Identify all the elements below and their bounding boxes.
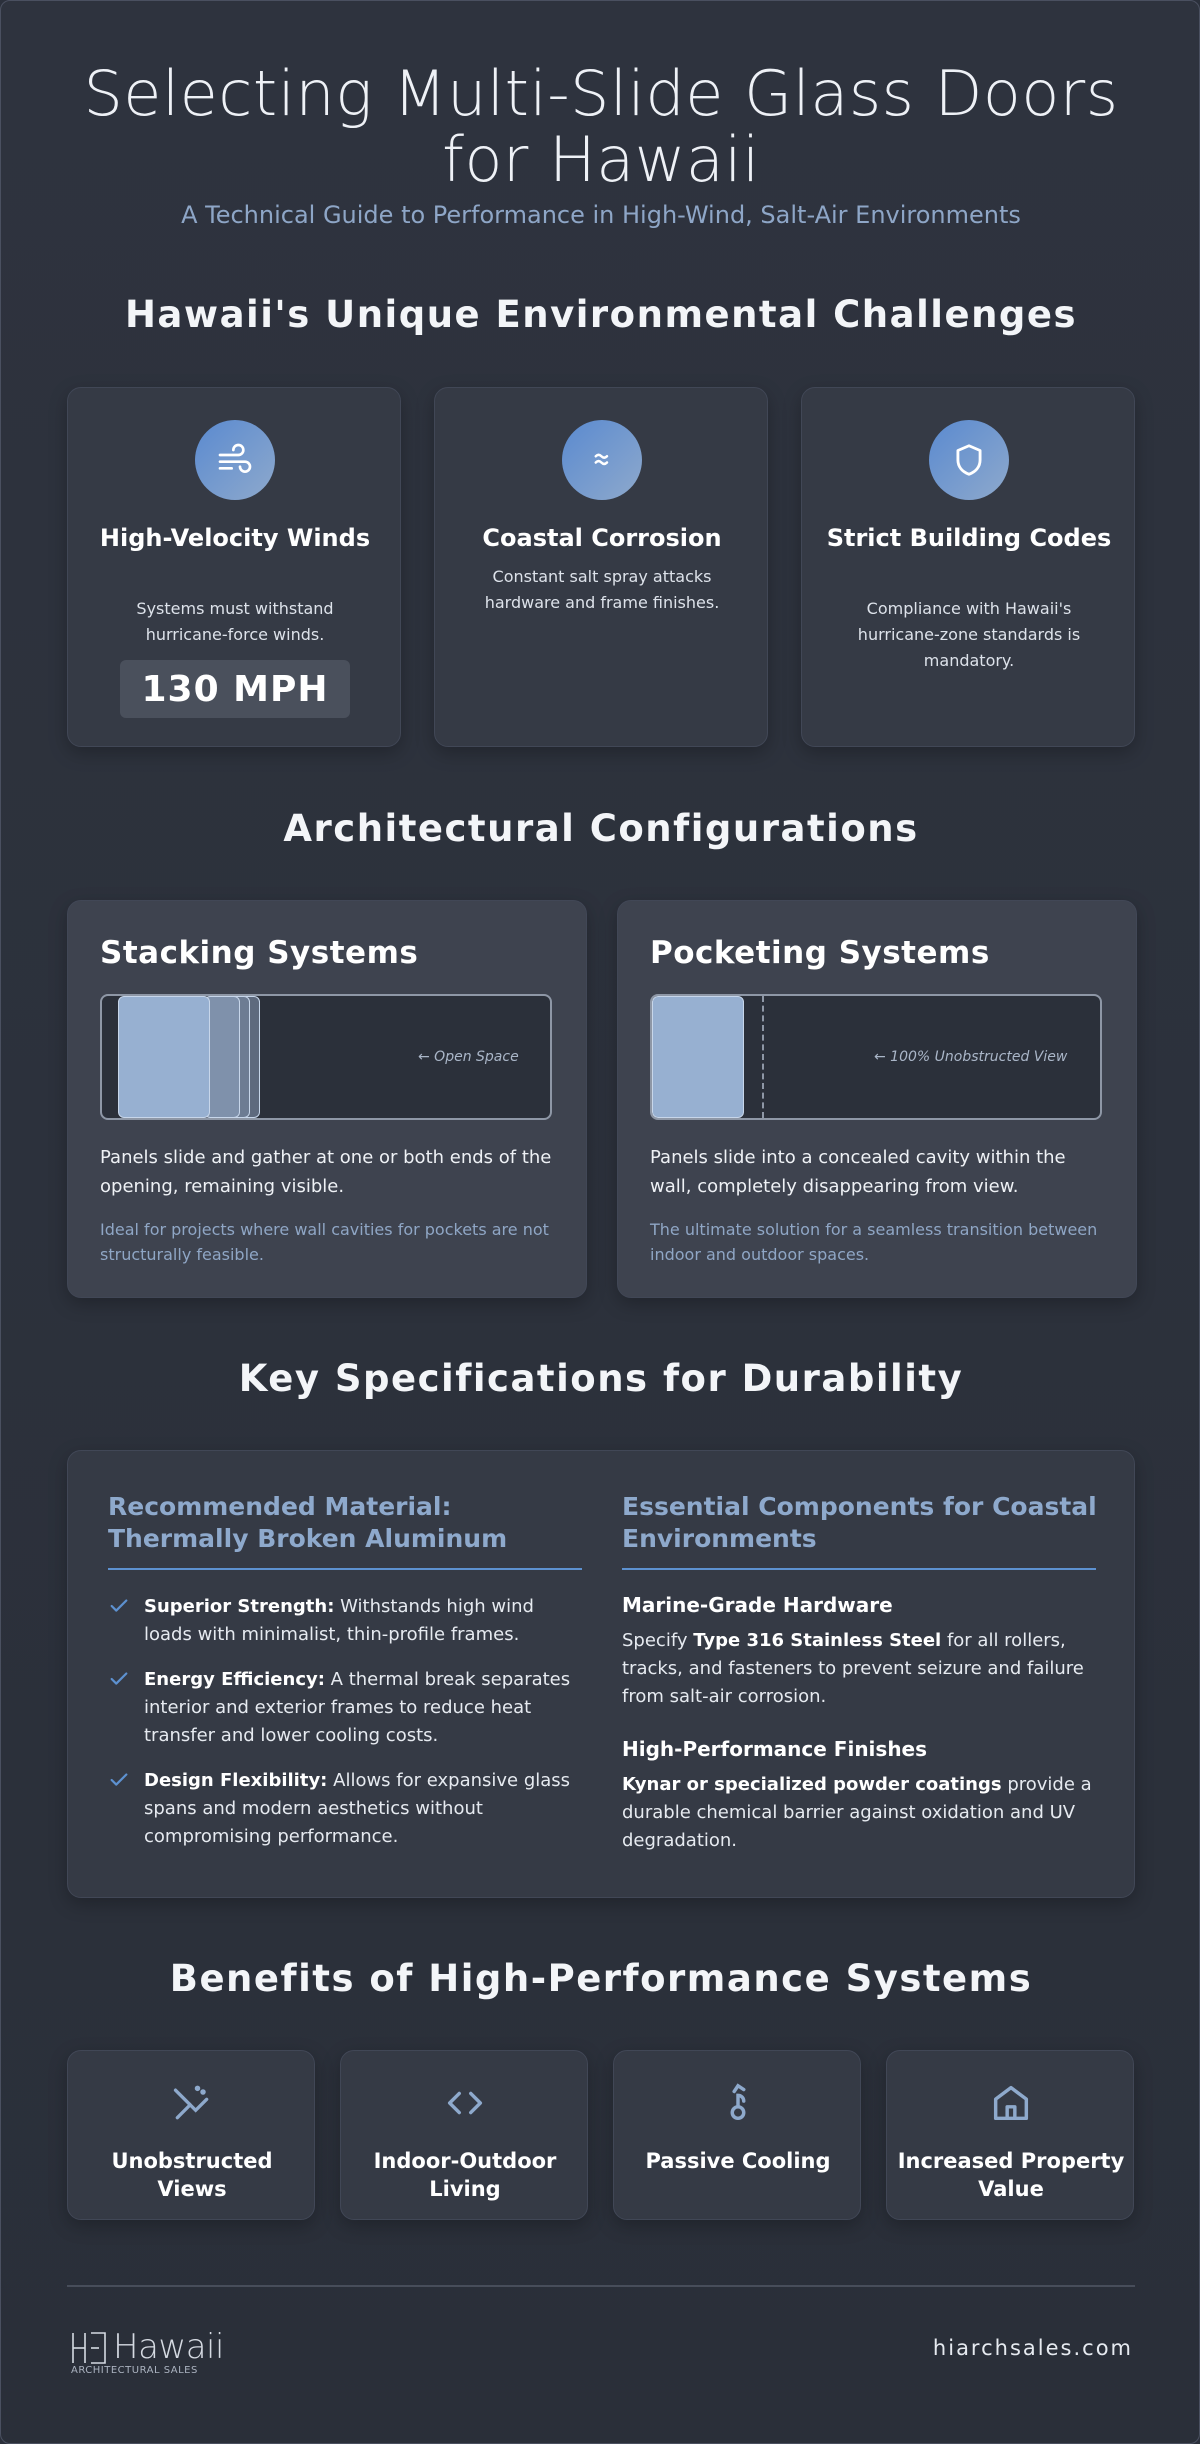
config-title: Pocketing Systems <box>650 935 990 971</box>
specifications-heading: Key Specifications for Durability <box>238 1357 964 1400</box>
benefit-card <box>67 2050 315 2220</box>
config-card-pocketing <box>617 900 1137 1298</box>
waves-icon <box>562 420 642 500</box>
pocketing-diagram <box>650 994 1102 1120</box>
challenge-text: Systems must withstand hurricane-force winds. <box>136 599 334 644</box>
check-icon <box>108 1769 130 1791</box>
challenge-card-codes <box>801 387 1135 747</box>
config-note: Ideal for projects where wall cavities for pockets are not structurally feasible. <box>100 1220 549 1264</box>
material-item-text: Superior Strength: Withstands high wind loads with minimalist, thin-profile frames. <box>144 1596 534 1645</box>
component-text: Kynar or specialized powder coatings provide a durable chemical barrier against oxidation and UV degradation. <box>622 1774 1092 1851</box>
company-logo[interactable] <box>71 2327 224 2376</box>
benefit-label: Unobstructed Views <box>111 2149 273 2201</box>
benefit-label: Passive Cooling <box>645 2149 831 2173</box>
code-brackets-icon <box>435 2077 495 2129</box>
benefits-heading: Benefits of High-Performance Systems <box>169 1957 1033 2000</box>
config-text: Panels slide and gather at one or both ends of the opening, remaining visible. <box>100 1147 552 1197</box>
stacking-diagram <box>100 994 552 1120</box>
diagram-note: ← Open Space <box>418 1049 519 1065</box>
wind-icon <box>195 420 275 500</box>
challenge-title: Coastal Corrosion <box>482 524 722 552</box>
check-icon <box>108 1595 130 1617</box>
challenge-title: High-Velocity Winds <box>99 524 371 552</box>
wind-spiral-icon <box>708 2077 768 2129</box>
stacked-panel <box>118 996 210 1118</box>
benefit-card <box>613 2050 861 2220</box>
logo-subtext: ARCHITECTURAL SALES <box>71 2365 198 2376</box>
config-card-stacking <box>67 900 587 1298</box>
logo-text: Hawaii <box>113 2327 224 2367</box>
configurations-heading: Architectural Configurations <box>283 807 919 850</box>
page-title: Selecting Multi-Slide Glass Doors for Hawaii <box>83 57 1119 196</box>
benefit-card <box>340 2050 588 2220</box>
benefit-label: Increased Property Value <box>897 2149 1125 2201</box>
shield-icon <box>929 420 1009 500</box>
components-divider <box>622 1568 1096 1570</box>
wall-cavity-line <box>762 996 764 1118</box>
config-note: The ultimate solution for a seamless transition between indoor and outdoor spaces. <box>650 1220 1098 1264</box>
logo-mark-icon <box>71 2331 111 2365</box>
website-link[interactable]: hiarchsales.com <box>932 2336 1133 2360</box>
config-title: Stacking Systems <box>100 935 419 971</box>
benefit-label: Indoor-Outdoor Living <box>373 2149 557 2201</box>
telescope-icon <box>162 2077 222 2129</box>
challenge-text: Constant salt spray attacks hardware and frame finishes. <box>484 567 720 612</box>
component-title: Marine-Grade Hardware <box>622 1593 893 1617</box>
material-divider <box>108 1568 582 1570</box>
component-text: Specify Type 316 Stainless Steel for all rollers, tracks, and fasteners to prevent seizure and failure from salt-air corrosion. <box>622 1630 1084 1707</box>
diagram-note: ← 100% Unobstructed View <box>874 1049 1068 1065</box>
page-subtitle: A Technical Guide to Performance in High-Wind, Salt-Air Environments <box>181 201 1021 229</box>
material-item-text: Design Flexibility: Allows for expansive glass spans and modern aesthetics without compromising performance. <box>144 1770 571 1847</box>
challenge-title: Strict Building Codes <box>826 524 1112 552</box>
specifications-card <box>67 1450 1135 1898</box>
benefit-card <box>886 2050 1134 2220</box>
check-icon <box>108 1668 130 1690</box>
config-text: Panels slide into a concealed cavity within the wall, completely disappearing from view. <box>650 1147 1066 1197</box>
components-heading: Essential Components for Coastal Environments <box>622 1492 1097 1553</box>
challenge-card-winds <box>67 387 401 747</box>
material-item-text: Energy Efficiency: A thermal break separates interior and exterior frames to reduce heat transfer and lower cooling costs. <box>144 1669 571 1746</box>
component-title: High-Performance Finishes <box>622 1737 928 1761</box>
challenge-text: Compliance with Hawaii's hurricane-zone standards is mandatory. <box>857 599 1081 670</box>
challenges-heading: Hawaii's Unique Environmental Challenges <box>124 293 1078 336</box>
material-heading: Recommended Material: Thermally Broken Aluminum <box>108 1492 508 1553</box>
footer-divider <box>67 2285 1135 2287</box>
pocket-panel <box>652 996 744 1118</box>
house-icon <box>981 2077 1041 2129</box>
wind-speed-stat: 130 MPH <box>120 660 350 718</box>
challenge-card-corrosion <box>434 387 768 747</box>
